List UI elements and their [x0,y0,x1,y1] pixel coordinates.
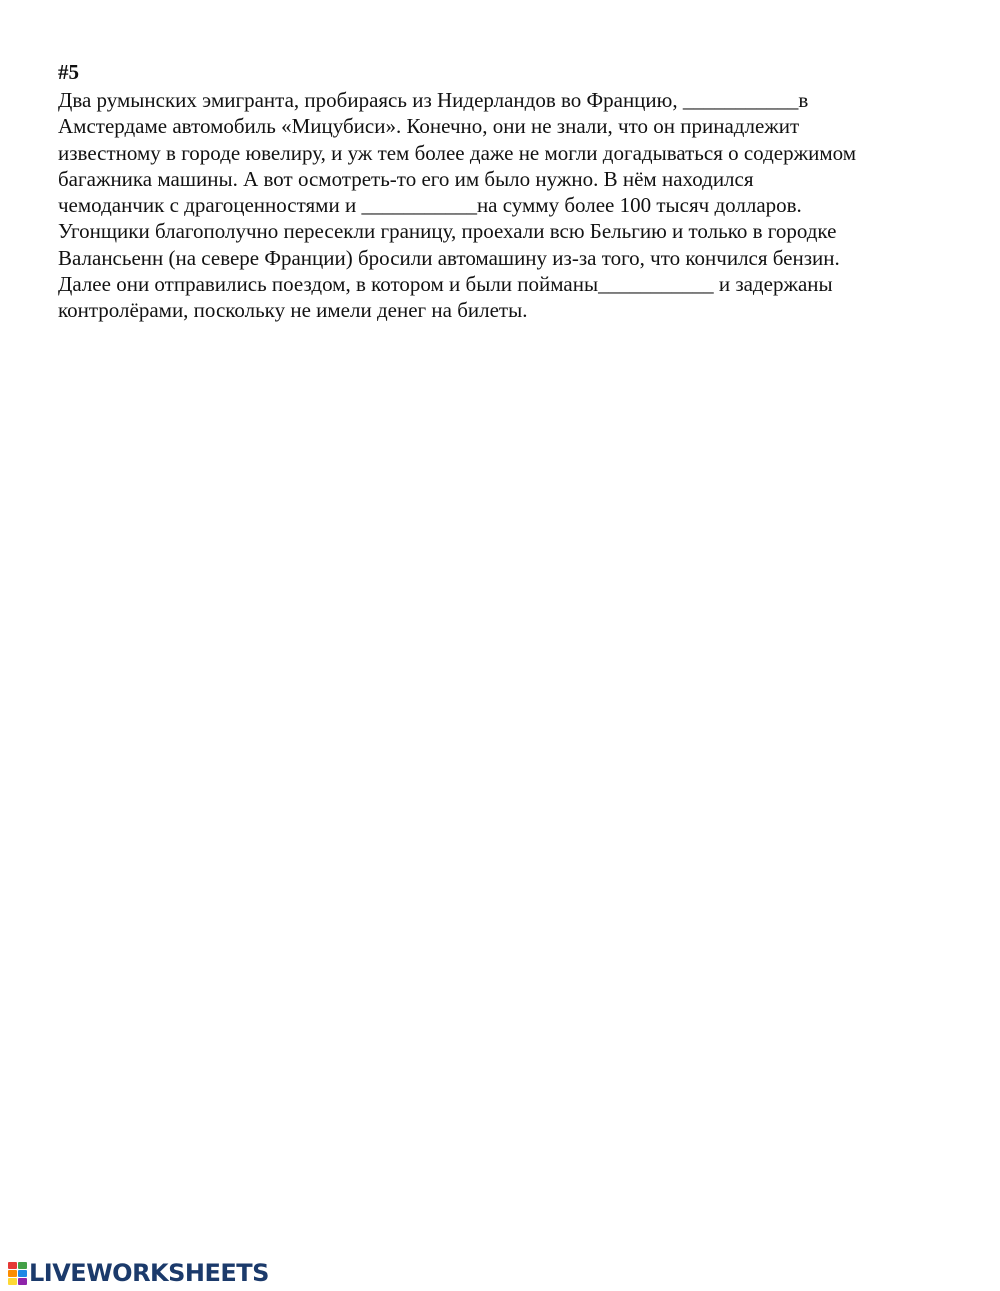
text-segment: Амстердаме автомобиль «Мицубиси». Конечно, они не знали, что он принадлежит [58,114,800,139]
worksheet [58,60,958,324]
text-segment: Два румынских эмигранта, пробираясь из Нидерландов во Францию, [58,88,683,112]
text-line [58,192,958,218]
text-line [58,87,958,113]
task-number: #5 [58,60,79,84]
answer-blank[interactable]: ___________ [361,193,477,218]
text-segment: контролёрами, поскольку не имели денег на билеты. [58,298,528,323]
logo-square [8,1278,17,1285]
text-segment: Угонщики благополучно пересекли границу, проехали всю Бельгию и только в городке [58,219,837,244]
text-line [58,297,958,323]
answer-blank[interactable]: ___________ [598,272,714,297]
logo-square [8,1270,17,1277]
text-segment: багажника машины. А вот осмотреть-то его им было нужно. В нём находился [58,166,754,191]
text-segment: чемоданчик с драгоценностями и [58,193,362,218]
text-line [58,245,958,271]
text-segment: и задержаны [713,272,833,297]
answer-blank[interactable]: ___________ [682,88,799,112]
text-segment: Далее они отправились поездом, в котором и были пойманы [58,272,599,297]
logo-square [18,1278,27,1285]
text-segment: в [798,88,809,112]
logo-text: LIVEWORKSHEETS [29,1259,269,1287]
text-line [58,218,958,244]
text-line [58,113,958,139]
text-line [58,166,958,192]
text-line [58,271,958,297]
logo-square [18,1270,27,1277]
liveworksheets-logo [8,1259,269,1287]
text-segment: на сумму более 100 тысяч долларов. [476,193,802,218]
logo-mark-icon [8,1262,27,1285]
logo-square [8,1262,17,1269]
text-segment: Валансьенн (на севере Франции) бросили автомашину из-за того, что кончился бензин. [58,245,840,270]
text-line [58,140,958,166]
text-segment: известному в городе ювелиру, и уж тем более даже не могли догадываться о содержимом [58,140,857,165]
logo-square [18,1262,27,1269]
